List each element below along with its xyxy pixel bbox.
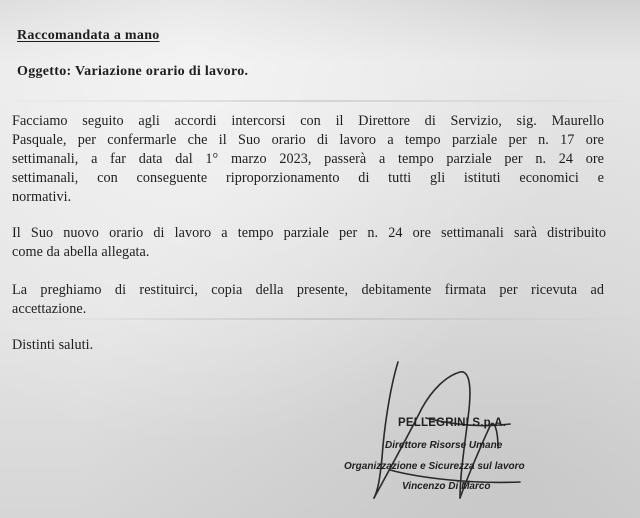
- paragraph-line: La preghiamo di restituirci, copia della presente, debitamente firmata per ricevuta ad: [12, 282, 604, 298]
- delivery-method: Raccomandata a mano: [17, 28, 160, 43]
- closing-salutation: Distinti saluti.: [12, 337, 94, 353]
- paragraph-line: Facciamo seguito agli accordi intercorsi con il Direttore di Servizio, sig. Maurello: [12, 113, 604, 129]
- paragraph-line: normativi.: [12, 189, 72, 205]
- paragraph-line: settimanali, con conseguente riproporzionamento di tutti gli istituti economici e: [12, 170, 604, 186]
- paragraph-line: Pasquale, per confermarle che il Suo orario di lavoro a tempo parziale per n. 17 ore: [12, 132, 604, 148]
- signatory-name: Vincenzo Di Marco: [402, 481, 491, 492]
- signatory-department: Organizzazione e Sicurezza sul lavoro: [344, 461, 525, 472]
- letter-subject: Oggetto: Variazione orario di lavoro.: [17, 64, 249, 79]
- paper-fold-line: [0, 318, 640, 320]
- company-name: PELLEGRINI S.p.A.: [398, 417, 507, 429]
- paper-fold-line: [0, 100, 640, 102]
- signatory-role: Direttore Risorse Umane: [385, 440, 503, 451]
- paragraph-line: settimanali, a far data dal 1° marzo 2023, passerà a tempo parziale per n. 24 ore: [12, 151, 604, 167]
- paragraph-line: Il Suo nuovo orario di lavoro a tempo parziale per n. 24 ore settimanali sarà distribuito: [12, 225, 606, 241]
- paragraph-line: come da abella allegata.: [12, 244, 150, 260]
- paragraph-line: accettazione.: [12, 301, 87, 317]
